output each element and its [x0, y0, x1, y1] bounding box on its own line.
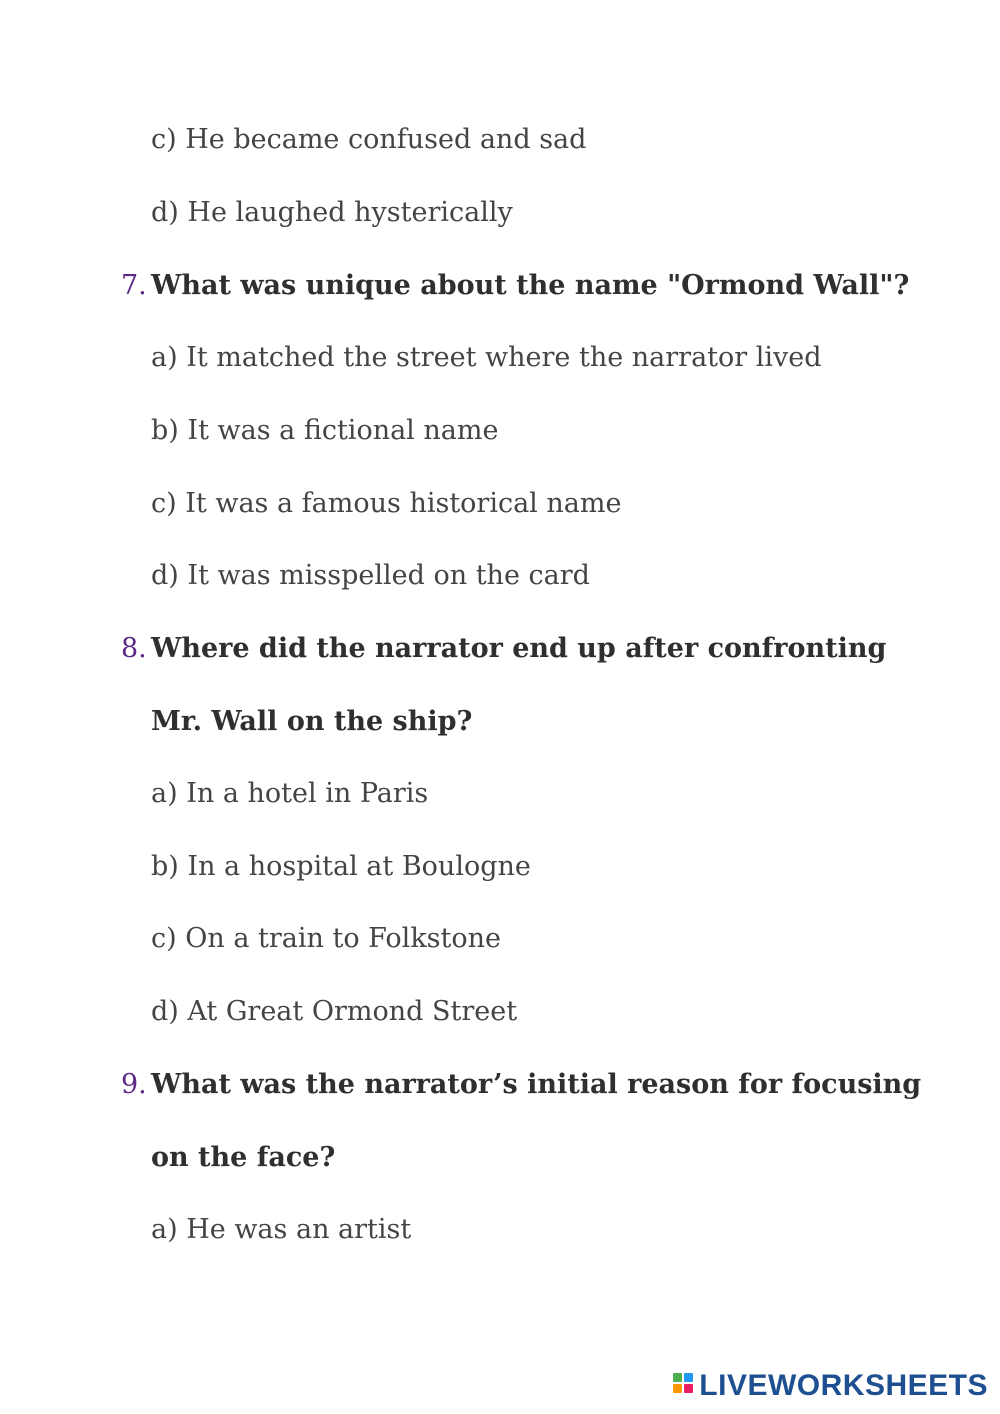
- q8-option-a: a) In a hotel in Paris: [151, 778, 429, 809]
- q9-option-a: a) He was an artist: [151, 1214, 412, 1245]
- q8-question-line1: Where did the narrator end up after confronting: [151, 633, 887, 664]
- q7-question: What was unique about the name "Ormond Wall"?: [151, 270, 910, 301]
- q7-option-d: d) It was misspelled on the card: [151, 560, 590, 591]
- liveworksheets-logo-icon: [673, 1373, 695, 1399]
- q8-question-line2: Mr. Wall on the ship?: [151, 706, 473, 737]
- q9-question-line1: What was the narrator’s initial reason for focusing: [151, 1069, 922, 1100]
- liveworksheets-logo: [673, 1366, 988, 1406]
- q8-option-c: c) On a train to Folkstone: [151, 923, 502, 954]
- q8-option-b: b) In a hospital at Boulogne: [151, 851, 531, 882]
- q8-number: 8.: [121, 633, 147, 664]
- q9-number: 9.: [121, 1069, 147, 1100]
- q7-number: 7.: [121, 270, 147, 301]
- q8-option-d: d) At Great Ormond Street: [151, 996, 518, 1027]
- q7-option-b: b) It was a fictional name: [151, 415, 499, 446]
- q7-option-c: c) It was a famous historical name: [151, 488, 622, 519]
- q9-question-line2: on the face?: [151, 1142, 336, 1173]
- q7-option-a: a) It matched the street where the narrator lived: [151, 342, 822, 373]
- q6-option-c: c) He became confused and sad: [151, 124, 587, 155]
- liveworksheets-logo-text: LIVEWORKSHEETS: [699, 1369, 988, 1402]
- q6-option-d: d) He laughed hysterically: [151, 197, 513, 228]
